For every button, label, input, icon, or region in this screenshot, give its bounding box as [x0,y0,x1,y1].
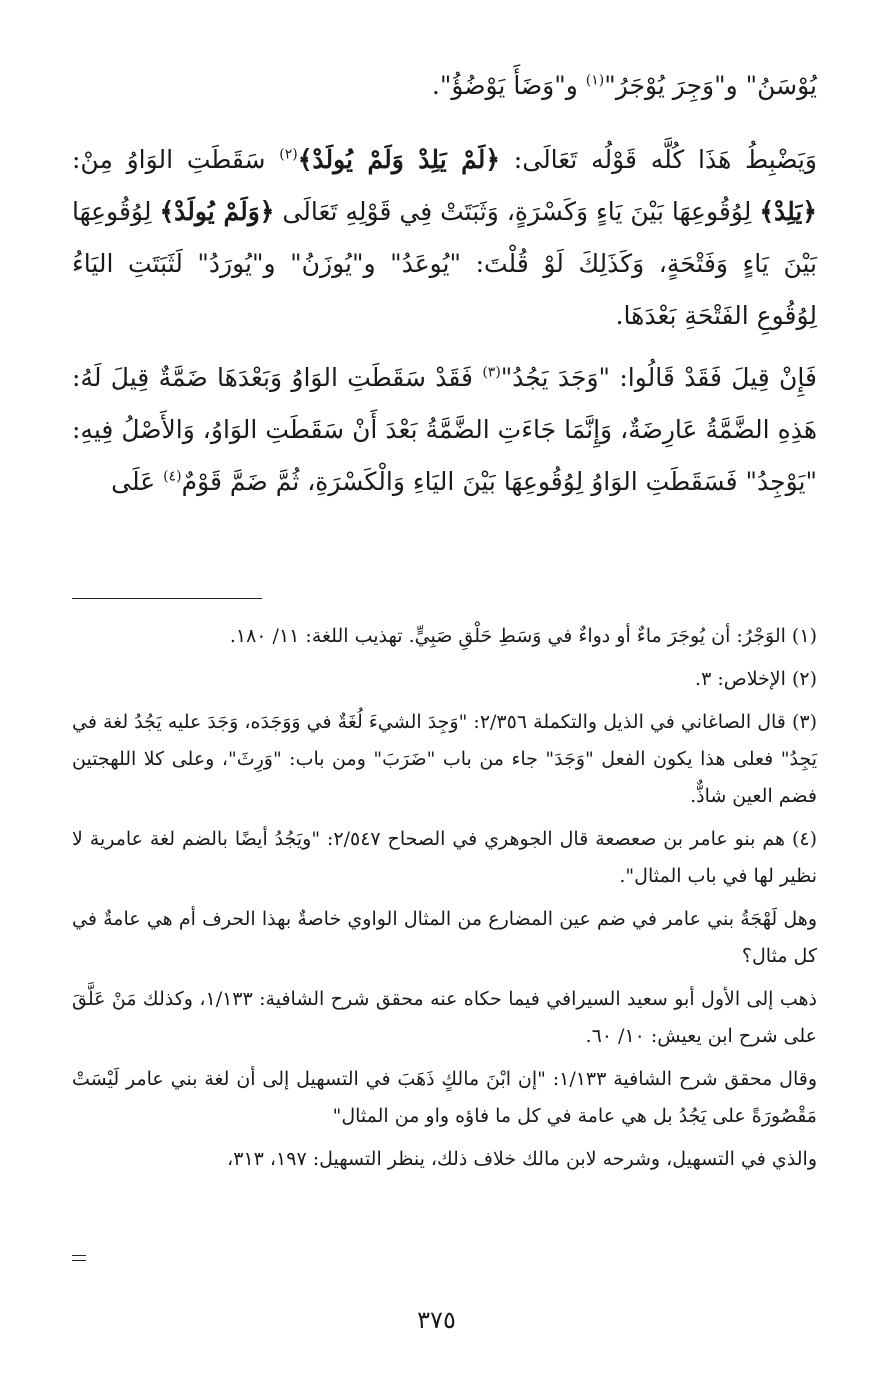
paragraph-2 [72,352,817,508]
footnotes [72,618,817,1184]
footnote-ref: (٤) [163,468,182,485]
footnote-4-cont-1: وهل لَهْجَةُ بني عامر في ضم عين المضارع من المثال الواوي خاصةٌ بهذا الحرف أم هي عامةٌ في كل مثال؟ [72,908,817,967]
footnote-1: (١) الوَجْرُ: أن يُوجَرَ ماءٌ أو دواءٌ في وَسَطِ حَلْقِ صَبِيٍّ. تهذيب اللغة: ١١/ ١٨٠. [229,625,817,647]
footnote-4: (٤) هم بنو عامر بن صعصعة قال الجوهري في الصحاح ٢/٥٤٧: "ويَجُدُ أيضًا بالضم لغة عامرية لا نظير لها في باب المثال". [72,828,817,887]
text-run: فَإِنْ قِيلَ فَقَدْ قَالُوا: "وَجَدَ يَجُدُ" [500,363,817,392]
main-text [72,60,817,508]
footnote-separator [72,598,262,599]
footnote-2: (٢) الإخلاص: ٣. [695,668,817,690]
text-run: عَلَى [111,467,164,496]
text-run: سَقَطَتِ الوَاوُ مِنْ: [72,145,280,174]
footnote-4-cont-4: والذي في التسهيل، وشرحه لابن مالك خلاف ذلك، ينظر التسهيل: ١٩٧، ٣١٣، [227,1148,817,1170]
text-run: وَيَضْبِطُ هَذَا كُلَّه قَوْلُه تَعَالَى: [500,145,817,174]
quran-quote: ﴿لَمْ يَلِدْ وَلَمْ يُولَدْ﴾ [297,145,501,174]
footnote-ref: (٣) [482,364,501,381]
paragraph-continuation [72,60,817,112]
text-run: لِوُقُوعِهَا بَيْنَ يَاءٍ وَفَتْحَةٍ، وَكَذَلِكَ لَوْ قُلْتَ: "يُوعَدُ" و"يُوزَنُ" و"يُورَدُ" لَثَبَتَتِ اليَاءُ لِوُقُوعِ الفَتْحَةِ بَعْدَهَا. [72,197,817,330]
quran-quote: ﴿وَلَمْ يُولَدْ﴾ [159,197,275,226]
text-run: فَقَدْ سَقَطَتِ الوَاوُ وَبَعْدَهَا ضَمَّةٌ قِيلَ لَهُ: هَذِهِ الضَّمَّةُ عَارِضَةٌ، وَإِنَّمَا جَاءَتِ الضَّمَّةُ بَعْدَ أَنْ سَقَطَتِ الوَاوُ، وَالأَصْلُ فِيهِ: "يَوْجِدُ" فَسَقَطَتِ الوَاوُ لِوُقُوعِهَا بَيْنَ اليَاءِ وَالْكَسْرَةِ، ثُمَّ ضَمَّ قَوْمٌ [72,363,817,496]
quran-quote: ﴿يَلِدْ﴾ [759,197,817,226]
footnote-ref: (٢) [279,146,298,163]
page-number: ٣٧٥ [417,1306,456,1334]
footnote-ref: (١) [585,72,605,89]
footnote-4-cont-3: وقال محقق شرح الشافية ١/١٣٣: "إن ابْنَ مالكٍ ذَهَبَ في التسهيل إلى أن لغة بني عامر لَيْسَتْ مَقْصُورَةً على يَجُدُ بل هي عامة في كل ما فاؤه واو من المثال" [72,1068,817,1127]
continuation-mark [72,1255,86,1261]
text-run: و"وَضَأَ يَوْضُؤُ". [431,71,586,100]
paragraph-1 [72,134,817,342]
footnote-3: (٣) قال الصاغاني في الذيل والتكملة ٢/٣٥٦: "وَجِدَ الشيءَ لُغَةٌ في وَوَجَدَه، وَجَدَ عليه يَجُدُ لغة في يَجِدُ" فعلى هذا يكون الفعل "وَجَدَ" جاء من باب "ضَرَبَ" ومن باب: "وَرِثَ"، وعلى كلا اللهجتين فضم العين شاذٌّ. [72,711,817,807]
text-run: لِوُقُوعِهَا بَيْنَ يَاءٍ وَكَسْرَةٍ، وَثَبَتَتْ فِي قَوْلِهِ تَعَالَى [274,197,760,226]
text-run: يُوْسَنُ" و"وَجِرَ يُوْجَرُ" [604,71,817,100]
footnote-4-cont-2: ذهب إلى الأول أبو سعيد السيرافي فيما حكاه عنه محقق شرح الشافية: ١/١٣٣، وكذلك مَنْ عَلَّقَ على شرح ابن يعيش: ١٠/ ٦٠. [72,988,817,1047]
